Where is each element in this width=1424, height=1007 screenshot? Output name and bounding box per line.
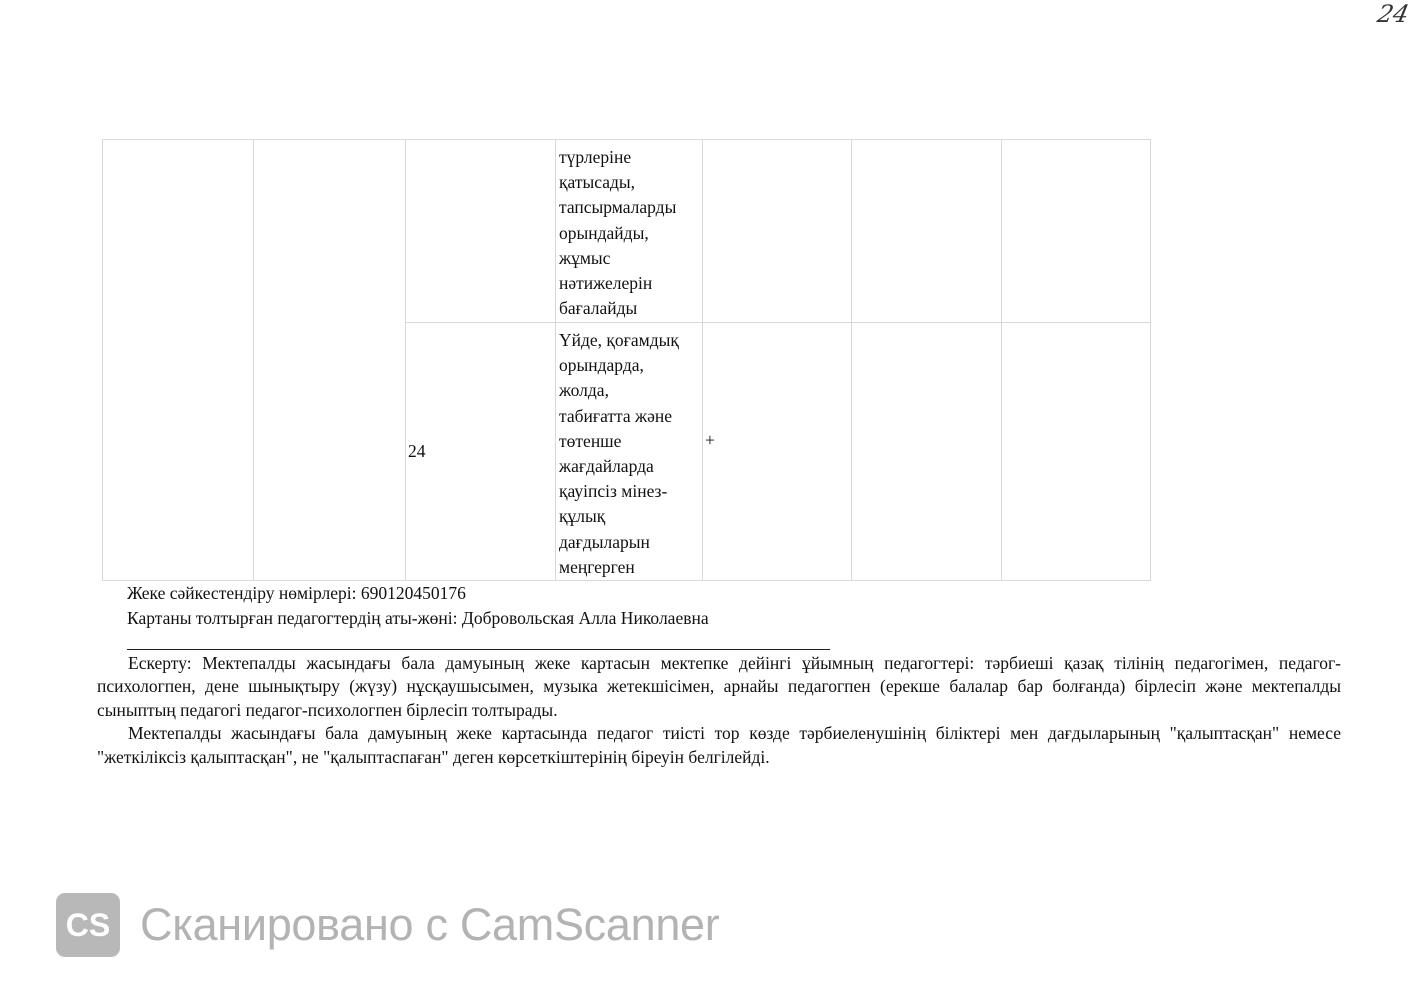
criterion-line: меңгерген	[559, 556, 635, 577]
criterion-line: бағалайды	[559, 298, 638, 319]
criterion-line: нәтижелерін	[559, 273, 653, 294]
mark-cell-formed	[703, 140, 852, 323]
criterion-line: қауіпсіз мінез-	[559, 481, 668, 502]
note-block	[97, 652, 1341, 769]
camscanner-watermark	[56, 893, 719, 957]
id-number-line: Жеке сәйкестендіру нөмірлері: 690120450176	[127, 583, 466, 603]
mark-cell-not-formed	[1002, 140, 1151, 323]
note-paragraph: Ескерту: Мектепалды жасындағы бала дамуының жеке картасын мектепке дейінгі ұйымның педагогтері: тәрбиеші қазақ тілінің педагогімен, педагог-психологпен, дене шынықтыру (жүзу) нұсқаушысымен, музыка жетекшісімен, арнайы педагогпен (ерекше балалар бар болғанда) бірлесіп және мектепалды сыныптың педагогі педагог-психологпен бірлесіп толтырады.	[97, 653, 1341, 720]
criterion-line: Үйде, қоғамдық	[559, 330, 679, 350]
table-row-continued	[103, 140, 1151, 323]
criterion-line: құлық	[559, 506, 606, 527]
page-number: 24	[1375, 0, 1412, 28]
mark-cell-formed: +	[703, 323, 852, 581]
criterion-line: жағдайларда	[559, 456, 654, 477]
criterion-line: түрлеріне	[559, 147, 632, 167]
teacher-name-line: Картаны толтырған педагогтердің аты-жөні: Добровольская Алла Николаевна	[127, 608, 709, 628]
criterion-line: дағдыларын	[559, 531, 650, 552]
mark-cell-insufficient	[852, 323, 1002, 581]
criterion-line: табиғатта және	[559, 405, 673, 426]
criterion-line: тапсырмаларды	[559, 197, 677, 218]
logo-text: CS	[65, 907, 111, 943]
note-paragraph: Мектепалды жасындағы бала дамуының жеке картасында педагог тиісті тор көзде тәрбиеленушінің біліктері мен дағдыларының "қалыптасқан" немесе "жеткіліксіз қалыптасқан", не "қалыптаспаған" деген көрсеткіштерінің біреуін белгілейді.	[97, 723, 1341, 767]
criterion-line: орындайды,	[559, 222, 649, 243]
criterion-cell-continued	[556, 140, 703, 323]
criterion-cell	[556, 323, 703, 581]
camscanner-logo-icon	[56, 893, 120, 957]
mark-cell-not-formed	[1002, 323, 1151, 581]
empty-cell	[103, 140, 254, 581]
number-cell-empty	[406, 140, 556, 323]
criterion-line: қатысады,	[559, 172, 636, 193]
number-cell: 24	[406, 323, 556, 581]
criterion-line: төтенше	[559, 430, 622, 451]
criterion-line: жолда,	[559, 380, 609, 401]
development-card-table	[102, 139, 1151, 581]
mark-cell-insufficient	[852, 140, 1002, 323]
criterion-line: орындарда,	[559, 355, 644, 376]
empty-cell	[254, 140, 406, 581]
signature-rule	[127, 649, 830, 650]
watermark-text: Сканировано с CamScanner	[140, 899, 720, 950]
criterion-line: жұмыс	[559, 247, 611, 268]
